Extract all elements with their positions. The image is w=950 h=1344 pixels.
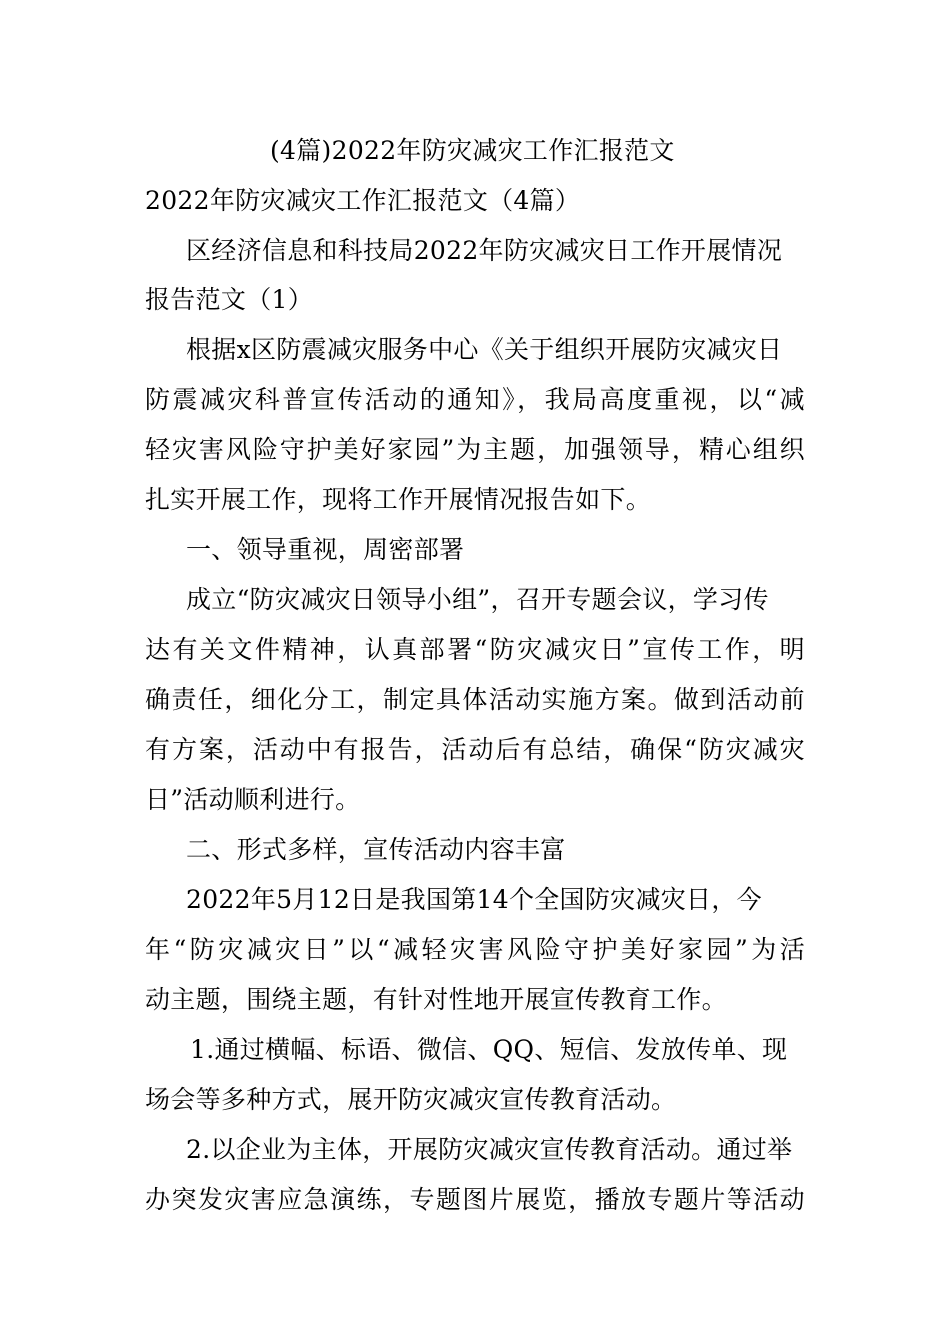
paragraph-3-line-3: 动主题，围绕主题，有针对性地开展宣传教育工作。 xyxy=(145,985,727,1014)
paragraph-3-line-1: 2022年5月12日是我国第14个全国防灾减灾日，今 xyxy=(186,885,762,914)
paragraph-1-line-2: 防震减灾科普宣传活动的通知》，我局高度重视，以“减 xyxy=(145,385,805,414)
document-title: (4篇)2022年防灾减灾工作汇报范文 xyxy=(270,136,675,165)
report-heading-line-1: 区经济信息和科技局2022年防灾减灾日工作开展情况 xyxy=(186,236,783,265)
list-item-2-line-1: 2.以企业为主体，开展防灾减灾宣传教育活动。通过举 xyxy=(186,1135,793,1164)
section-heading-2: 二、形式多样，宣传活动内容丰富 xyxy=(186,835,566,864)
list-item-2-line-2: 办突发灾害应急演练，专题图片展览，播放专题片等活动 xyxy=(145,1185,805,1214)
paragraph-3-line-2: 年“防灾减灾日”以“减轻灾害风险守护美好家园”为活 xyxy=(145,935,805,964)
list-item-1-line-1: 1.通过横幅、标语、微信、QQ、短信、发放传单、现 xyxy=(190,1035,788,1064)
list-item-1-line-2: 场会等多种方式，展开防灾减灾宣传教育活动。 xyxy=(145,1085,677,1114)
paragraph-2-line-4: 有方案，活动中有报告，活动后有总结，确保“防灾减灾 xyxy=(145,735,805,764)
document-subtitle: 2022年防灾减灾工作汇报范文（4篇） xyxy=(145,186,581,215)
section-heading-1: 一、领导重视，周密部署 xyxy=(186,535,465,564)
paragraph-2-line-1: 成立“防灾减灾日领导小组”，召开专题会议，学习传 xyxy=(186,585,769,614)
paragraph-1-line-1: 根据x区防震减灾服务中心《关于组织开展防灾减灾日 xyxy=(186,335,783,364)
report-heading-line-2: 报告范文（1） xyxy=(145,285,314,314)
paragraph-2-line-5: 日”活动顺利进行。 xyxy=(145,785,361,814)
paragraph-1-line-4: 扎实开展工作，现将工作开展情况报告如下。 xyxy=(145,485,652,514)
paragraph-2-line-3: 确责任，细化分工，制定具体活动实施方案。做到活动前 xyxy=(145,685,805,714)
paragraph-2-line-2: 达有关文件精神，认真部署“防灾减灾日”宣传工作，明 xyxy=(145,635,805,664)
paragraph-1-line-3: 轻灾害风险守护美好家园”为主题，加强领导，精心组织 xyxy=(145,435,805,464)
